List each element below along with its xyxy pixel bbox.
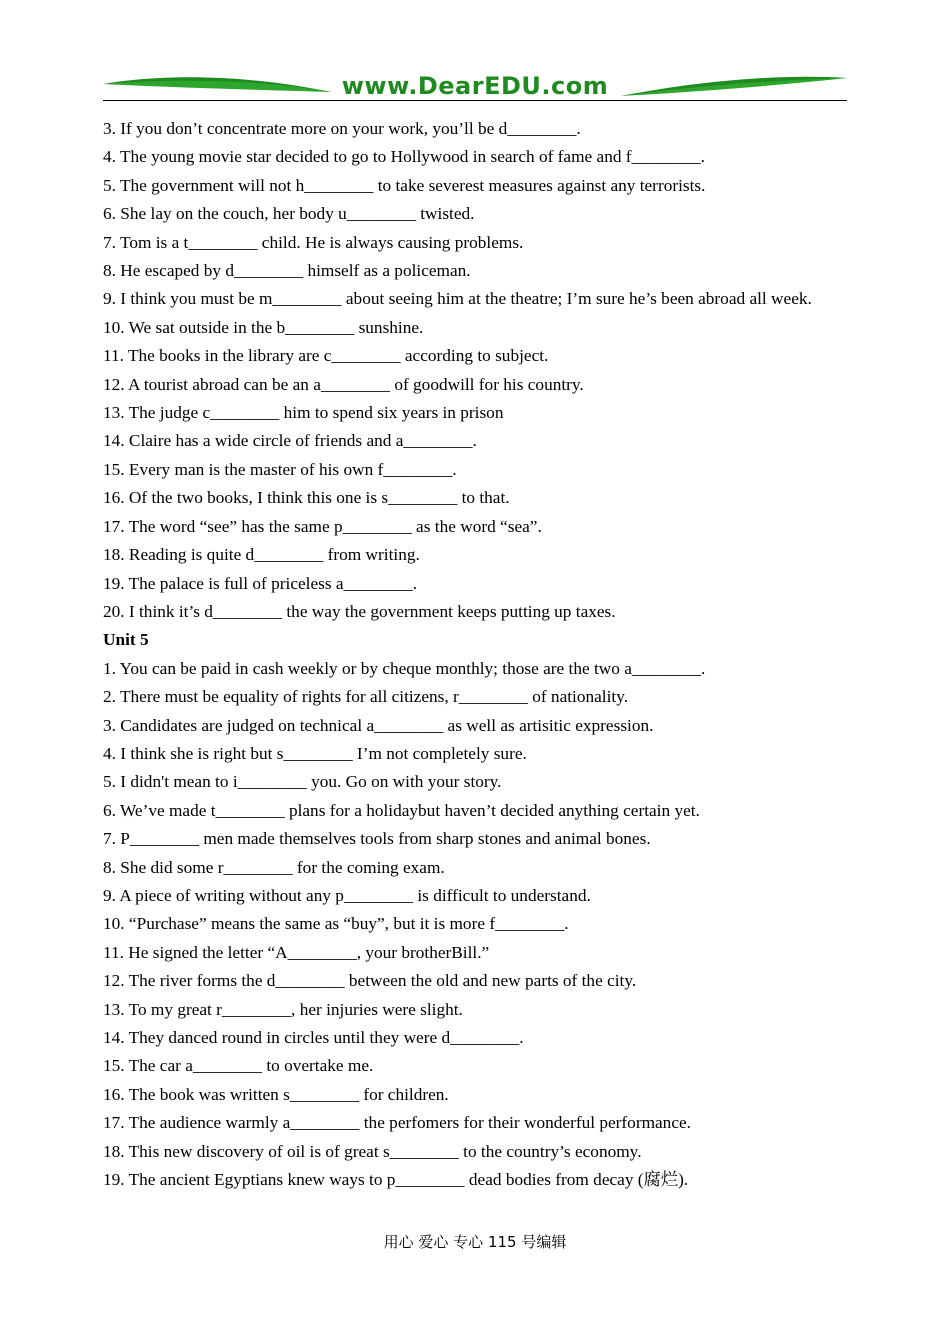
- exercise-item: 15. Every man is the master of his own f________.: [103, 459, 457, 479]
- exercise-item: 5. The government will not h________ to take severest measures against any terrorists.: [103, 175, 706, 195]
- exercise-item: 12. The river forms the d________ between the old and new parts of the city.: [103, 971, 637, 991]
- exercise-item: 19. The ancient Egyptians knew ways to p________ dead bodies from decay (腐烂).: [103, 1170, 689, 1190]
- unit-heading: Unit 5: [103, 630, 149, 650]
- exercise-item: 20. I think it’s d________ the way the government keeps putting up taxes.: [103, 601, 616, 621]
- exercise-item: 5. I didn't mean to i________ you. Go on with your story.: [103, 772, 502, 792]
- exercise-item: 4. I think she is right but s________ I’m not completely sure.: [103, 743, 527, 763]
- exercise-item: 7. Tom is a t________ child. He is always causing problems.: [103, 232, 524, 252]
- exercise-item: 9. I think you must be m________ about seeing him at the theatre; I’m sure he’s been abroad all week.: [103, 289, 812, 309]
- exercise-item: 2. There must be equality of rights for all citizens, r________ of nationality.: [103, 687, 629, 707]
- exercise-item: 13. To my great r________, her injuries were slight.: [103, 999, 463, 1019]
- exercise-item: 11. The books in the library are c________ according to subject.: [103, 346, 549, 366]
- exercise-item: 17. The word “see” has the same p________ as the word “sea”.: [103, 516, 542, 536]
- exercise-item: 15. The car a________ to overtake me.: [103, 1056, 374, 1076]
- exercise-item: 14. They danced round in circles until they were d________.: [103, 1028, 524, 1047]
- exercise-item: 3. Candidates are judged on technical a________ as well as artisitic expression.: [103, 715, 654, 735]
- header-divider: [103, 100, 847, 101]
- exercise-item: 7. P________ men made themselves tools from sharp stones and animal bones.: [103, 829, 651, 849]
- exercise-item: 6. We’ve made t________ plans for a holidaybut haven’t decided anything certain yet.: [103, 800, 700, 820]
- exercise-item: 19. The palace is full of priceless a________.: [103, 573, 418, 593]
- exercise-item: 3. If you don’t concentrate more on your work, you’ll be d________.: [103, 119, 581, 138]
- site-header-logo: [103, 70, 847, 104]
- exercise-item: 13. The judge c________ him to spend six years in prison: [103, 403, 504, 423]
- exercise-item: 8. She did some r________ for the coming exam.: [103, 857, 445, 877]
- exercise-item: 14. Claire has a wide circle of friends and a________.: [103, 431, 477, 451]
- exercise-item: 11. He signed the letter “A________, your brotherBill.”: [103, 942, 490, 962]
- exercise-item: 16. Of the two books, I think this one is s________ to that.: [103, 488, 510, 508]
- exercise-item: 17. The audience warmly a________ the perfomers for their wonderful performance.: [103, 1113, 691, 1133]
- exercise-item: 18. Reading is quite d________ from writing.: [103, 545, 420, 565]
- exercise-item: 16. The book was written s________ for children.: [103, 1084, 449, 1104]
- exercise-item: 9. A piece of writing without any p________ is difficult to understand.: [103, 885, 591, 905]
- worksheet-body: [103, 115, 847, 1194]
- exercise-item: 4. The young movie star decided to go to Hollywood in search of fame and f________.: [103, 147, 705, 167]
- page-footer: 用心 爱心 专心 115 号编辑: [383, 1233, 567, 1251]
- exercise-item: 1. You can be paid in cash weekly or by cheque monthly; those are the two a________.: [103, 658, 706, 678]
- exercise-item: 10. “Purchase” means the same as “buy”, but it is more f________.: [103, 914, 569, 934]
- exercise-item: 10. We sat outside in the b________ sunshine.: [103, 317, 424, 337]
- exercise-item: 6. She lay on the couch, her body u________ twisted.: [103, 204, 475, 224]
- exercise-item: 8. He escaped by d________ himself as a policeman.: [103, 261, 471, 281]
- exercise-item: 12. A tourist abroad can be an a________ of goodwill for his country.: [103, 374, 584, 394]
- site-logo-text: www.DearEDU.com: [341, 72, 609, 100]
- exercise-item: 18. This new discovery of oil is of great s________ to the country’s economy.: [103, 1141, 642, 1161]
